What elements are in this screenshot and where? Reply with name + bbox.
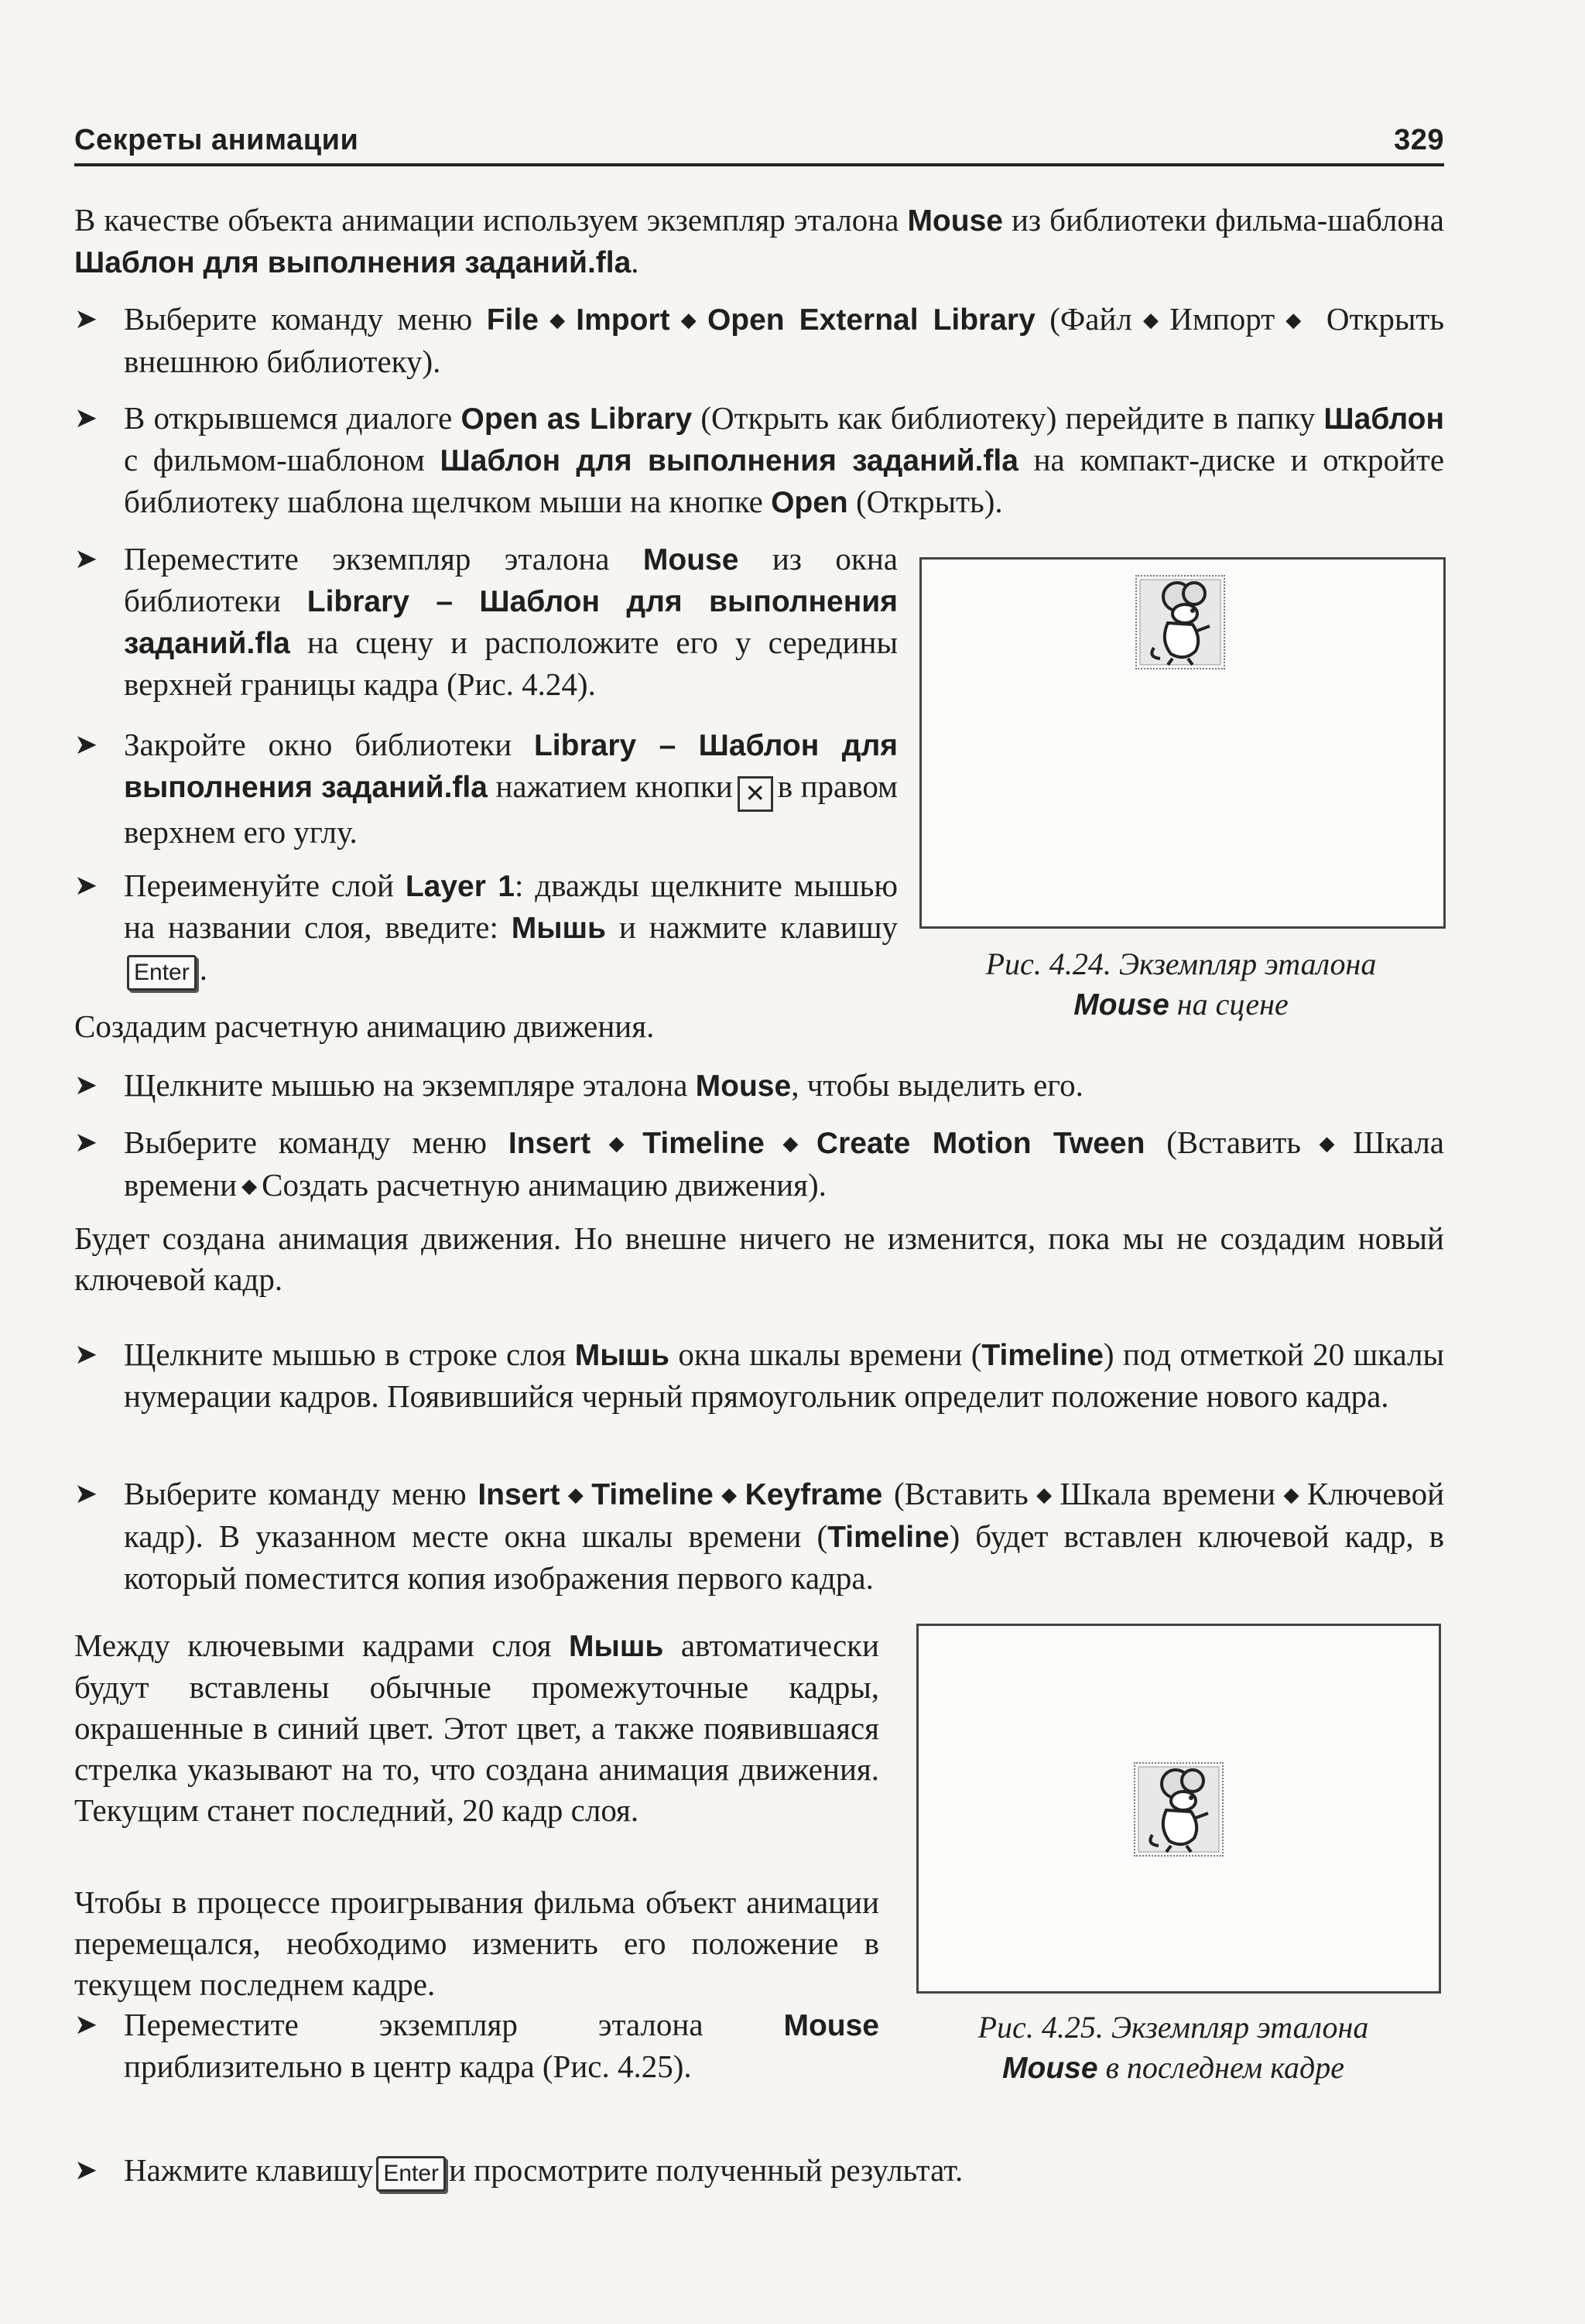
running-header <box>74 124 1444 166</box>
page <box>74 124 1445 2188</box>
diamond-icon: ◆ <box>769 1132 812 1155</box>
list-item: ➤ Переместите экземпляр эталона Mouse из окна библиотеки Library – Шаблон для выполнения заданий.fla на сцену и расположите его у середины верхней границы кадра (Рис. 4.24). <box>74 539 898 705</box>
bullet-arrow-icon: ➤ <box>74 1339 98 1371</box>
bullet-arrow-icon: ➤ <box>74 543 98 575</box>
list-item: ➤ Выберите команду меню File ◆ Import ◆ Open External Library (Файл ◆ Импорт ◆ Открыть внешнюю библиотеку). <box>74 299 1444 382</box>
enter-key-icon: Enter <box>127 955 197 991</box>
paragraph: Создадим расчетную анимацию движения. <box>74 1008 655 1044</box>
bullet-arrow-icon: ➤ <box>74 1478 98 1510</box>
bullet-arrow-icon: ➤ <box>74 2009 98 2041</box>
list-item: ➤ Щелкните мышью на экземпляре эталона Mouse, чтобы выделить его. <box>74 1065 1444 1107</box>
diamond-icon: ◆ <box>1305 1132 1349 1155</box>
figure-caption: Рис. 4.25. Экземпляр эталона Mouse в последнем кадре <box>977 2010 1369 2085</box>
figure-stage-frame <box>919 557 1446 929</box>
diamond-icon: ◆ <box>1279 309 1308 332</box>
bullet-arrow-icon: ➤ <box>74 1127 98 1159</box>
close-button-icon: ✕ <box>738 776 773 812</box>
list-item: ➤ Щелкните мышью в строке слоя Мышь окна шкалы времени (Timeline) под отметкой 20 шкалы нумерации кадров. Появившийся черный прямоугольник определит положение нового кадра. <box>74 1334 1444 1417</box>
enter-key-icon: Enter <box>376 2156 446 2192</box>
diamond-icon: ◆ <box>674 309 703 332</box>
list-item: ➤ Закройте окно библиотеки Library – Шаблон для выполнения заданий.fla нажатием кнопки ✕ в правом верхнем его углу. <box>74 724 898 853</box>
diamond-icon: ◆ <box>717 1484 741 1507</box>
list-item: ➤ Выберите команду меню Insert ◆ Timeline ◆ Keyframe (Вставить ◆ Шкала времени ◆ Ключевой кадр). В указанном месте окна шкалы времени (Timeline) будет вставлен ключевой кадр, в который поместится копия изображения первого кадра. <box>74 1473 1444 1599</box>
mouse-symbol-icon <box>1135 575 1225 669</box>
figure-stage-frame <box>916 1624 1441 1994</box>
intro-paragraph: В качестве объекта анимации используем экземпляр эталона Mouse из библиотеки фильма-шаблона Шаблон для выполнения заданий.fla. <box>74 202 1444 279</box>
diamond-icon: ◆ <box>1280 1484 1303 1507</box>
list-item: ➤ Выберите команду меню Insert ◆ Timeline ◆ Create Motion Tween (Вставить ◆ Шкала времени ◆ Создать расчетную анимацию движения). <box>74 1122 1444 1207</box>
bullet-arrow-icon: ➤ <box>74 729 98 761</box>
bullet-arrow-icon: ➤ <box>74 303 98 335</box>
list-item: ➤ Переименуйте слой Layer 1: дважды щелкните мышью на названии слоя, введите: Мышь и нажмите клавишуEnter . <box>74 865 898 991</box>
diamond-icon: ◆ <box>1032 1484 1056 1507</box>
mouse-symbol-icon <box>1134 1762 1224 1857</box>
list-item: ➤ Переместите экземпляр эталона Mouse приблизительно в центр кадра (Рис. 4.25). <box>74 2004 879 2087</box>
page-number: 329 <box>1394 124 1444 156</box>
list-item: ➤ Нажмите клавишу Enter и просмотрите полученный результат. <box>74 2150 1444 2192</box>
bullet-arrow-icon: ➤ <box>74 2155 98 2186</box>
diamond-icon: ◆ <box>543 309 572 332</box>
paragraph: Чтобы в процессе проигрывания фильма объект анимации перемещался, необходимо изменить его положение в текущем последнем кадре. <box>74 1884 879 2002</box>
list-item: ➤ В открывшемся диалоге Open as Library (Открыть как библиотеку) перейдите в папку Шаблон с фильмом-шаблоном Шаблон для выполнения заданий.fla на компакт-диске и откройте библиотеку шаблона щелчком мыши на кнопке Open (Открыть). <box>74 398 1444 523</box>
bullet-arrow-icon: ➤ <box>74 870 98 902</box>
diamond-icon: ◆ <box>595 1132 638 1155</box>
chapter-title: Секреты анимации <box>74 124 359 156</box>
bullet-arrow-icon: ➤ <box>74 1070 98 1101</box>
diamond-icon: ◆ <box>241 1175 258 1198</box>
diamond-icon: ◆ <box>564 1484 587 1507</box>
paragraph: Между ключевыми кадрами слоя Мышь автоматически будут вставлены обычные промежуточные кадры, окрашенные в синий цвет. Этот цвет, а также появившаяся стрелка указывают на то, что создана анимация движения. Текущим станет последний, 20 кадр слоя. <box>74 1627 880 1828</box>
bullet-arrow-icon: ➤ <box>74 402 98 434</box>
diamond-icon: ◆ <box>1136 309 1166 332</box>
figure-caption: Рис. 4.24. Экземпляр эталона Mouse на сцене <box>985 946 1377 1022</box>
paragraph: Будет создана анимация движения. Но внешне ничего не изменится, пока мы не создадим новый ключевой кадр. <box>74 1220 1444 1297</box>
